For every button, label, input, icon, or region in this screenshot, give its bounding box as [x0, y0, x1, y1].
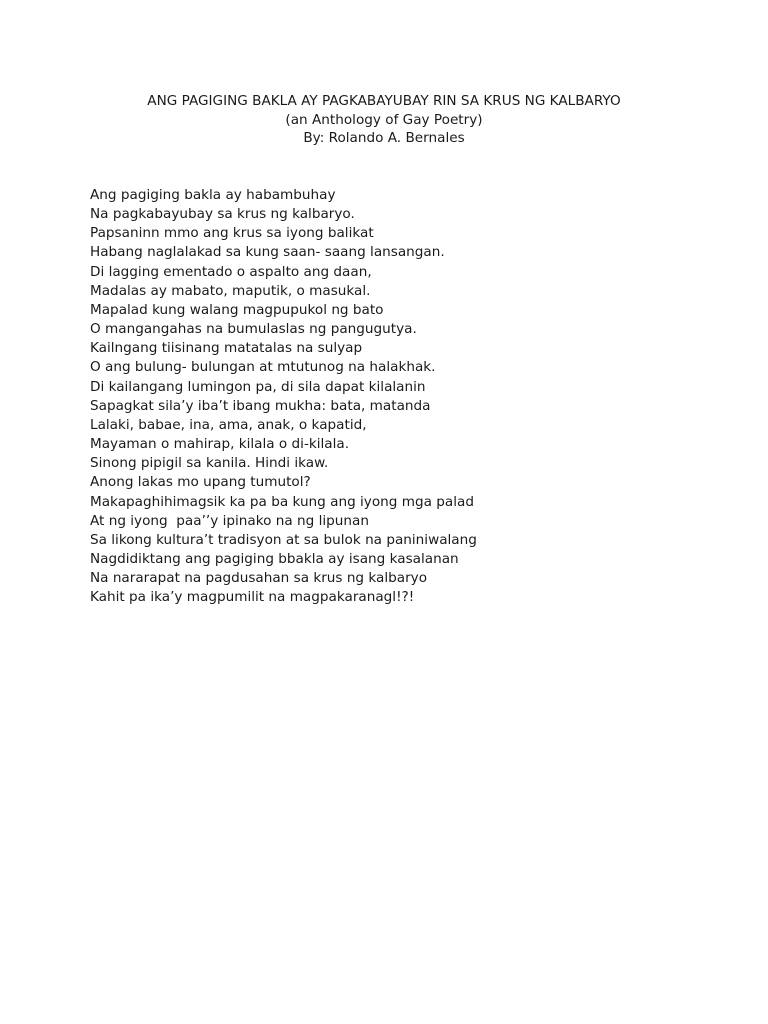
poem-line: Makapaghihimagsik ka pa ba kung ang iyong mga palad	[90, 493, 474, 510]
poem-line: Anong lakas mo upang tumutol?	[90, 474, 311, 491]
poem-line: At ng iyong paa’’y ipinako na ng lipunan	[90, 512, 369, 529]
poem-body	[90, 186, 730, 607]
document-subtitle: (an Anthology of Gay Poetry)	[285, 111, 483, 128]
poem-line: Na nararapat na pagdusahan sa krus ng kalbaryo	[90, 570, 428, 587]
poem-line: Di kailangang lumingon pa, di sila dapat kilalanin	[90, 378, 426, 395]
document-title: ANG PAGIGING BAKLA AY PAGKABAYUBAY RIN SA KRUS NG KALBARYO	[147, 93, 621, 109]
poem-line: Kahit pa ika’y magpumilit na magpakaranagl!?!	[90, 589, 415, 606]
document-byline: By: Rolando A. Bernales	[303, 130, 465, 146]
poem-line: O mangangahas na bumulaslas ng pangugutya.	[90, 321, 417, 338]
document-header	[0, 92, 768, 148]
poem-line: Sinong pipigil sa kanila. Hindi ikaw.	[90, 455, 329, 472]
poem-line: Sa likong kultura’t tradisyon at sa bulok na paniniwalang	[90, 531, 477, 548]
poem-line: O ang bulung- bulungan at mtutunog na halakhak.	[90, 359, 436, 376]
poem-line: Di lagging ementado o aspalto ang daan,	[90, 263, 372, 280]
poem-line: Sapagkat sila’y iba’t ibang mukha: bata, matanda	[90, 397, 431, 414]
poem-line: Mapalad kung walang magpupukol ng bato	[90, 301, 384, 318]
poem-line: Ang pagiging bakla ay habambuhay	[90, 187, 336, 203]
poem-line: Mayaman o mahirap, kilala o di-kilala.	[90, 436, 350, 453]
poem-line: Na pagkabayubay sa krus ng kalbaryo.	[90, 206, 355, 223]
poem-line: Madalas ay mabato, maputik, o masukal.	[90, 282, 371, 299]
poem-line: Nagdidiktang ang pagiging bbakla ay isang kasalanan	[90, 550, 459, 567]
poem-line: Kailngang tiisinang matatalas na sulyap	[90, 340, 363, 357]
poem-line: Habang naglalakad sa kung saan- saang lansangan.	[90, 244, 445, 261]
poem-line: Papsaninn mmo ang krus sa iyong balikat	[90, 225, 374, 242]
poem-line: Lalaki, babae, ina, ama, anak, o kapatid,	[90, 416, 367, 433]
